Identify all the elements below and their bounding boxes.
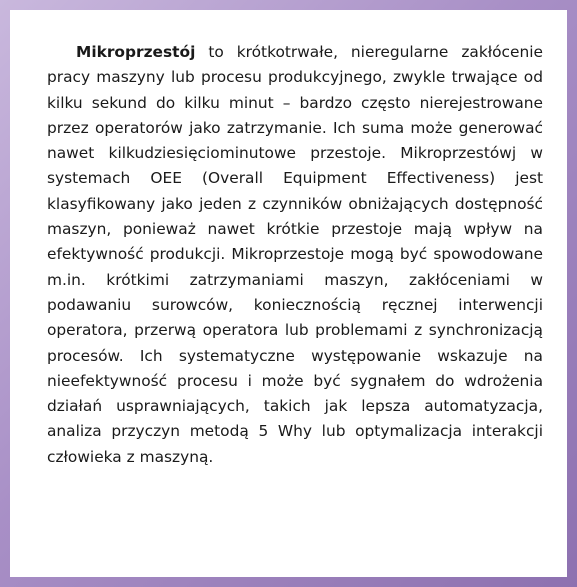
definition-body: to krótkotrwałe, nieregularne zakłócenie pracy maszyny lub procesu produkcyjnego, zwykle trwające od kilku sekund do kilku minut – bardzo często nierejestrowane przez operatorów jako zatrzymanie. Ich suma może generować nawet kilkudziesięciominutowe przestoje. Mikroprzestówj w systemach OEE (Overall Equipment Effectiveness) jest klasyfikowany jako jeden z czynników obniżających dostępność maszyn, ponieważ nawet krótkie przestoje mają wpływ na efektywność produkcji. Mikroprzestoje mogą być spowodowane m.in. krótkimi zatrzymaniami maszyn, zakłóceniami w podawaniu surowców, koniecznością ręcznej interwencji operatora, przerwą operatora lub problemami z synchronizacją procesów. Ich systematyczne występowanie wskazuje na nieefektywność procesu i może być sygnałem do wdrożenia działań usprawniających, takich jak lepsza automatyzacja, analiza przyczyn metodą 5 Why lub optymalizacja interakcji człowieka z maszyną.: [47, 43, 543, 466]
definition-paragraph: [47, 40, 543, 470]
definition-term: Mikroprzestój: [76, 43, 196, 61]
